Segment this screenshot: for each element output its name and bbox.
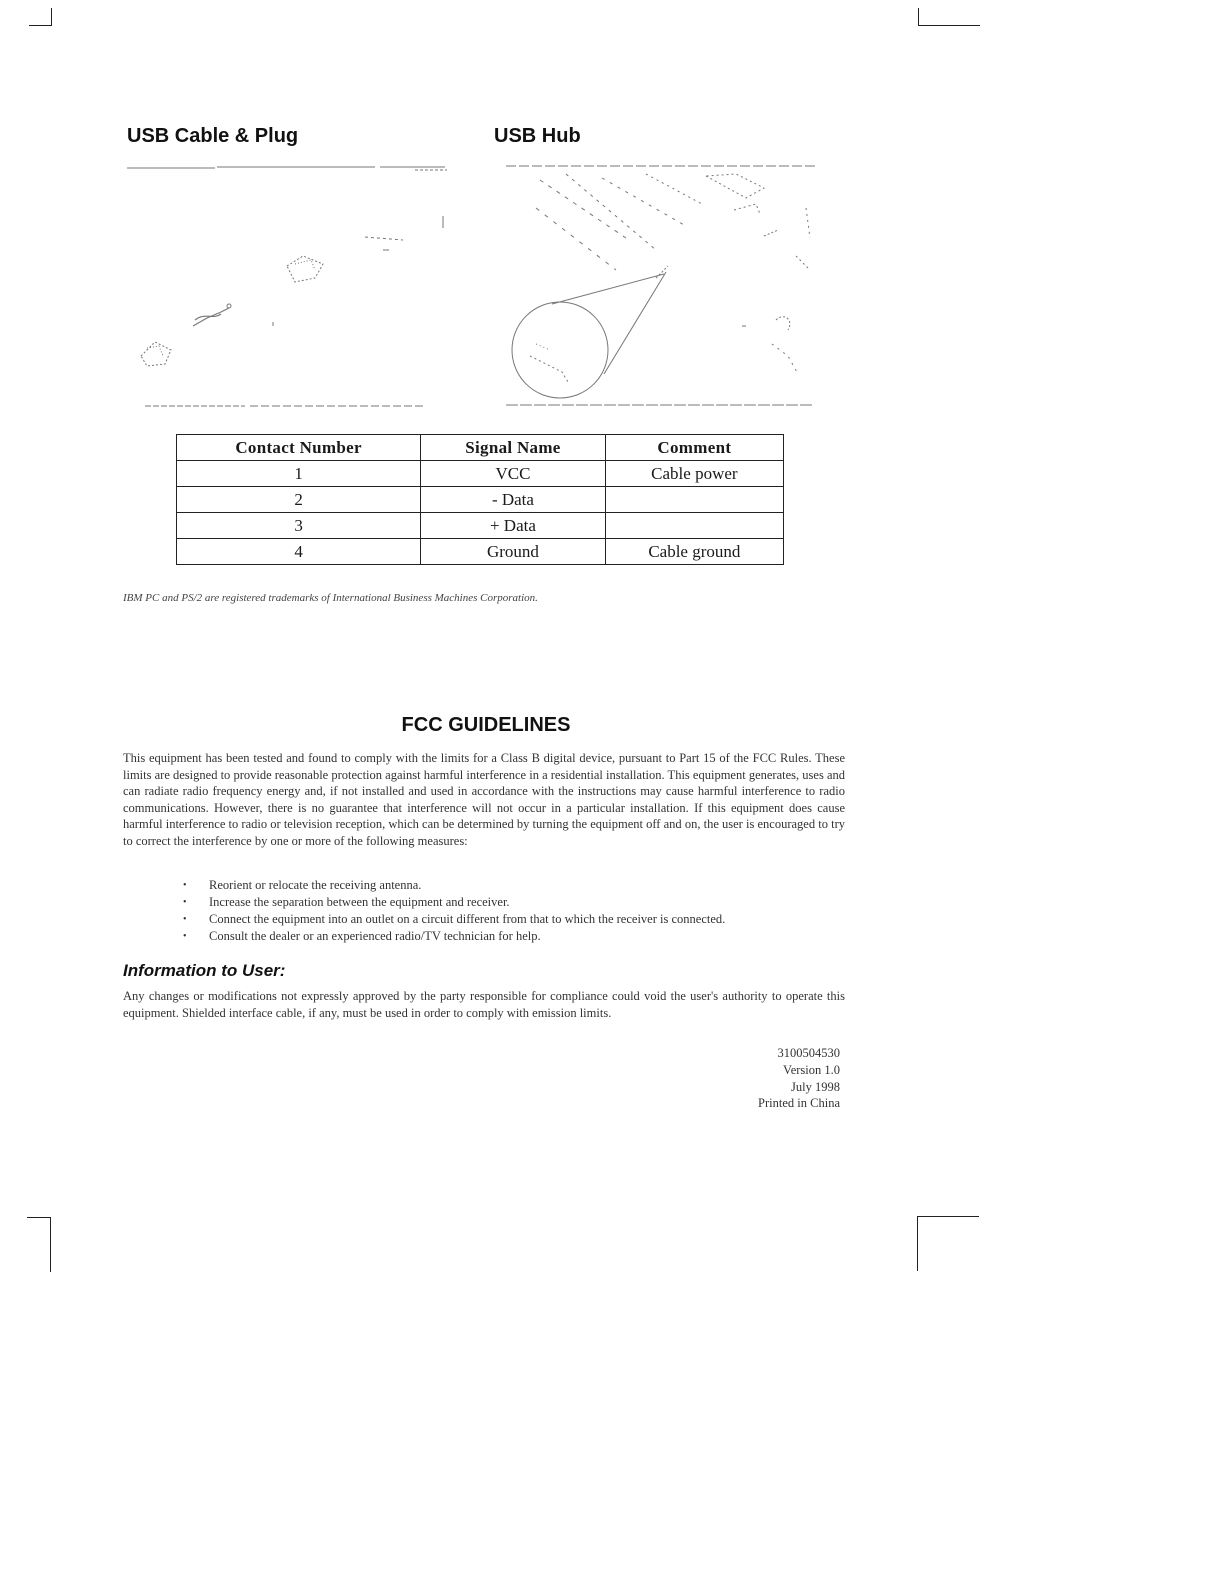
crop-mark-bottom-right <box>917 1216 979 1217</box>
fcc-guidelines-heading: FCC GUIDELINES <box>401 714 571 736</box>
col-contact-number: Contact Number <box>177 435 421 461</box>
information-to-user-heading: Information to User: <box>123 961 286 980</box>
contact-number-cell: 1 <box>177 461 421 487</box>
signal-name-cell: + Data <box>421 513 606 539</box>
usb-cable-heading: USB Cable & Plug <box>127 125 299 147</box>
crop-mark-top-right-vertical <box>918 8 919 26</box>
usb-hub-figure <box>506 160 818 412</box>
contact-number-cell: 2 <box>177 487 421 513</box>
usb-hub-heading: USB Hub <box>494 125 581 147</box>
list-item: • Increase the separation between the equipment and receiver. <box>183 894 725 911</box>
table-row <box>177 461 784 487</box>
table-row <box>177 487 784 513</box>
table-header-row <box>177 435 784 461</box>
crop-mark-top-right <box>918 25 980 26</box>
usb-cable-figure <box>125 160 455 412</box>
list-item: • Reorient or relocate the receiving antenna. <box>183 877 725 894</box>
list-item: • Connect the equipment into an outlet on a circuit different from that to which the receiver is connected. <box>183 911 725 928</box>
crop-mark-bottom-left-vertical <box>50 1217 51 1272</box>
fcc-measures-list <box>183 877 725 945</box>
contact-number-cell: 3 <box>177 513 421 539</box>
information-to-user-paragraph: Any changes or modifications not expressly approved by the party responsible for compliance could void the user's authority to operate this equipment. Shielded interface cable, if any, must be used in order to comply with emission limits. <box>123 989 845 1020</box>
version: Version 1.0 <box>783 1062 840 1077</box>
publication-info <box>640 1045 840 1112</box>
col-comment: Comment <box>605 435 783 461</box>
signal-name-cell: - Data <box>421 487 606 513</box>
trademark-note: IBM PC and PS/2 are registered trademarks of International Business Machines Corporation. <box>123 592 538 604</box>
comment-cell <box>605 487 783 513</box>
crop-mark-bottom-right-vertical <box>917 1216 918 1271</box>
signal-name-cell: VCC <box>421 461 606 487</box>
signal-name-cell: Ground <box>421 539 606 565</box>
comment-cell: Cable power <box>605 461 783 487</box>
publication-date: July 1998 <box>791 1079 840 1094</box>
part-number: 3100504530 <box>777 1046 840 1060</box>
crop-mark-top-left <box>29 25 51 26</box>
col-signal-name: Signal Name <box>421 435 606 461</box>
table-row <box>177 513 784 539</box>
comment-cell: Cable ground <box>605 539 783 565</box>
usb-pin-table <box>176 434 784 565</box>
crop-mark-top-left-vertical <box>51 8 52 26</box>
table-row <box>177 539 784 565</box>
list-item: • Consult the dealer or an experienced radio/TV technician for help. <box>183 928 725 945</box>
comment-cell <box>605 513 783 539</box>
crop-mark-bottom-left <box>27 1217 50 1218</box>
printed-location: Printed in China <box>758 1096 840 1111</box>
fcc-paragraph: This equipment has been tested and found to comply with the limits for a Class B digital device, pursuant to Part 15 of the FCC Rules. These limits are designed to provide reasonable protection against harmful interference in a residential installation. This equipment generates, uses and can radiate radio frequency energy and, if not installed and used in accordance with the instructions may cause harmful interference to radio communications. However, there is no guarantee that interference will not occur in a particular installation. If this equipment does cause harmful interference to radio or television reception, which can be determined by turning the equipment off and on, the user is encouraged to try to correct the interference by one or more of the following measures: <box>123 751 845 848</box>
contact-number-cell: 4 <box>177 539 421 565</box>
